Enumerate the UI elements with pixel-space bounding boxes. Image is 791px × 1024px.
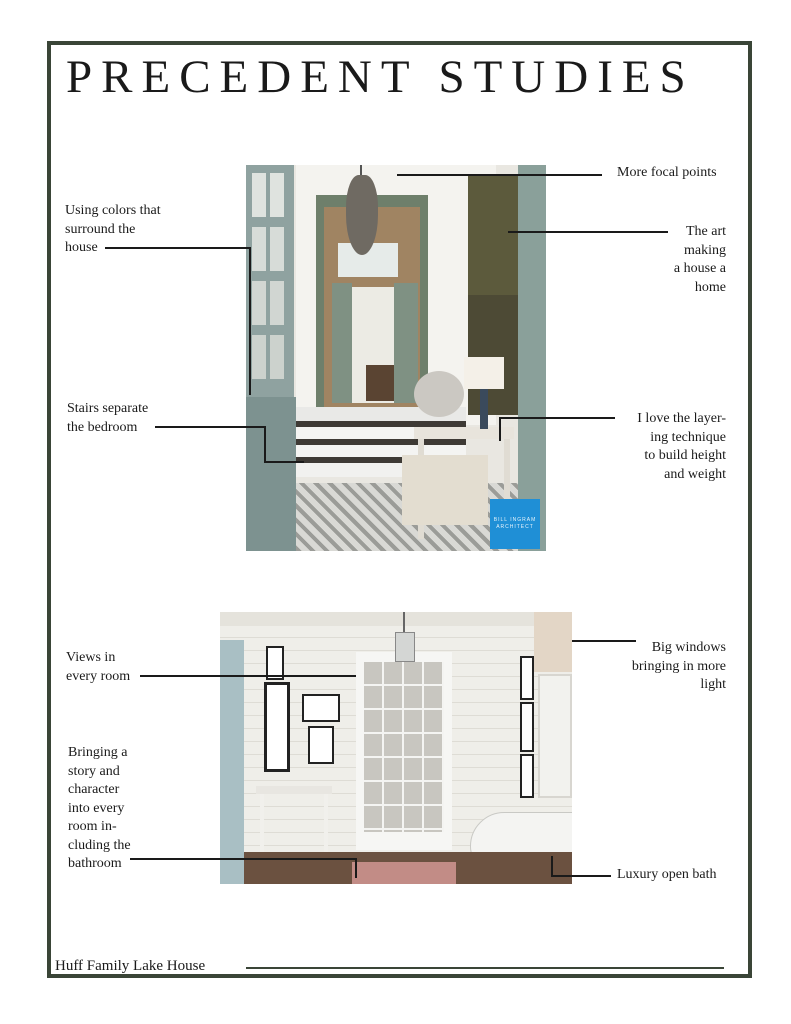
leader-line (105, 247, 250, 249)
note-more-focal-points: More focal points (617, 165, 717, 180)
leader-line (551, 875, 611, 877)
leader-line (155, 426, 265, 428)
note-story: Bringing a story and character into every room in- cluding the bathroom (68, 745, 131, 871)
leader-line (264, 426, 266, 462)
leader-line (572, 640, 636, 642)
entry-hall-photo (246, 165, 546, 551)
leader-line (355, 858, 357, 878)
leader-line (130, 858, 356, 860)
note-layering: I love the layer- ing technique to build height and weight (637, 411, 726, 482)
page-title: PRECEDENT STUDIES (66, 51, 695, 103)
note-luxury-bath: Luxury open bath (617, 867, 717, 882)
leader-line (140, 675, 356, 677)
note-windows: Big windows bringing in more light (631, 640, 726, 692)
leader-line (499, 417, 615, 419)
leader-line (249, 247, 251, 395)
leader-line (508, 231, 668, 233)
note-views: Views in every room (66, 650, 131, 684)
note-colors: Using colors that surround the house (65, 203, 161, 255)
leader-line (551, 856, 553, 876)
leader-line (499, 417, 501, 441)
footer-rule (246, 967, 724, 969)
leader-line (264, 461, 304, 463)
note-stairs: Stairs separate the bedroom (67, 401, 149, 435)
leader-line (397, 174, 602, 176)
note-art: The art making a house a home (673, 224, 726, 295)
architect-logo: BILL INGRAM ARCHITECT (490, 499, 540, 549)
footer-project-name: Huff Family Lake House (55, 958, 206, 974)
bathroom-photo (220, 612, 572, 884)
